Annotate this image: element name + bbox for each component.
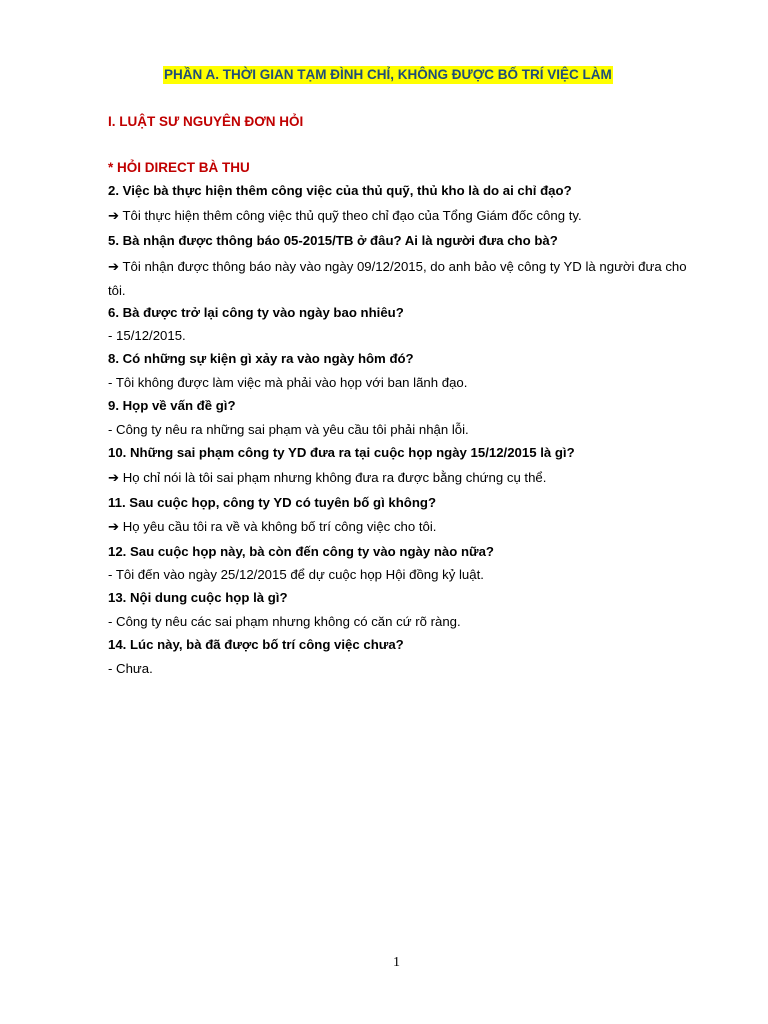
answer: - Chưa. [108, 661, 153, 676]
page-number: 1 [393, 955, 400, 970]
answer: - Công ty nêu các sai phạm nhưng không có căn cứ rõ ràng. [108, 614, 461, 629]
question: 11. Sau cuộc họp, công ty YD có tuyên bố gì không? [108, 495, 437, 510]
question: 9. Họp về vấn đề gì? [108, 398, 236, 413]
question: 6. Bà được trở lại công ty vào ngày bao nhiêu? [108, 305, 404, 320]
answer: ➔ Họ yêu cầu tôi ra về và không bố trí công việc cho tôi. [108, 519, 437, 534]
answer: - Tôi không được làm việc mà phải vào họp với ban lãnh đạo. [108, 375, 468, 390]
sub-title: * HỎI DIRECT BÀ THU [108, 160, 250, 175]
qa-item [108, 182, 708, 200]
qa-item [108, 255, 698, 303]
answer: ➔ Tôi thực hiện thêm công việc thủ quỹ theo chỉ đạo của Tổng Giám đốc công ty. [108, 208, 582, 223]
answer: ➔ Họ chỉ nói là tôi sai phạm nhưng không đưa ra được bằng chứng cụ thể. [108, 470, 547, 485]
answer: - 15/12/2015. [108, 328, 186, 343]
question: 8. Có những sự kiện gì xảy ra vào ngày hôm đó? [108, 351, 414, 366]
qa-item [108, 469, 708, 487]
question: 14. Lúc này, bà đã được bố trí công việc chưa? [108, 637, 404, 652]
answer: - Công ty nêu ra những sai phạm và yêu cầu tôi phải nhận lỗi. [108, 422, 469, 437]
qa-item [108, 327, 708, 345]
answer: ➔ Tôi nhận được thông báo này vào ngày 09/12/2015, do anh bảo vệ công ty YD là người đưa cho tôi. [108, 259, 687, 298]
section-title: I. LUẬT SƯ NGUYÊN ĐƠN HỎI [108, 114, 304, 129]
qa-item [108, 232, 708, 250]
question: 13. Nội dung cuộc họp là gì? [108, 590, 288, 605]
question: 5. Bà nhận được thông báo 05-2015/TB ở đâu? Ai là người đưa cho bà? [108, 233, 558, 248]
qa-item [108, 207, 708, 225]
qa-item [108, 494, 708, 512]
qa-item [108, 444, 708, 462]
qa-item [108, 543, 708, 561]
question: 12. Sau cuộc họp này, bà còn đến công ty vào ngày nào nữa? [108, 544, 494, 559]
question: 10. Những sai phạm công ty YD đưa ra tại cuộc họp ngày 15/12/2015 là gì? [108, 445, 575, 460]
qa-item [108, 613, 708, 631]
qa-item [108, 421, 708, 439]
qa-item [108, 566, 708, 584]
qa-item [108, 304, 708, 322]
qa-item [108, 660, 708, 678]
qa-item [108, 636, 708, 654]
question: 2. Việc bà thực hiện thêm công việc của thủ quỹ, thủ kho là do ai chỉ đạo? [108, 183, 572, 198]
qa-item [108, 374, 708, 392]
qa-item [108, 589, 708, 607]
part-title: PHẦN A. THỜI GIAN TẠM ĐÌNH CHỈ, KHÔNG ĐƯỢC BỐ TRÍ VIỆC LÀM [164, 67, 612, 82]
qa-item [108, 397, 708, 415]
answer: - Tôi đến vào ngày 25/12/2015 để dự cuộc họp Hội đồng kỷ luật. [108, 567, 484, 582]
qa-item [108, 350, 708, 368]
qa-item [108, 518, 708, 536]
